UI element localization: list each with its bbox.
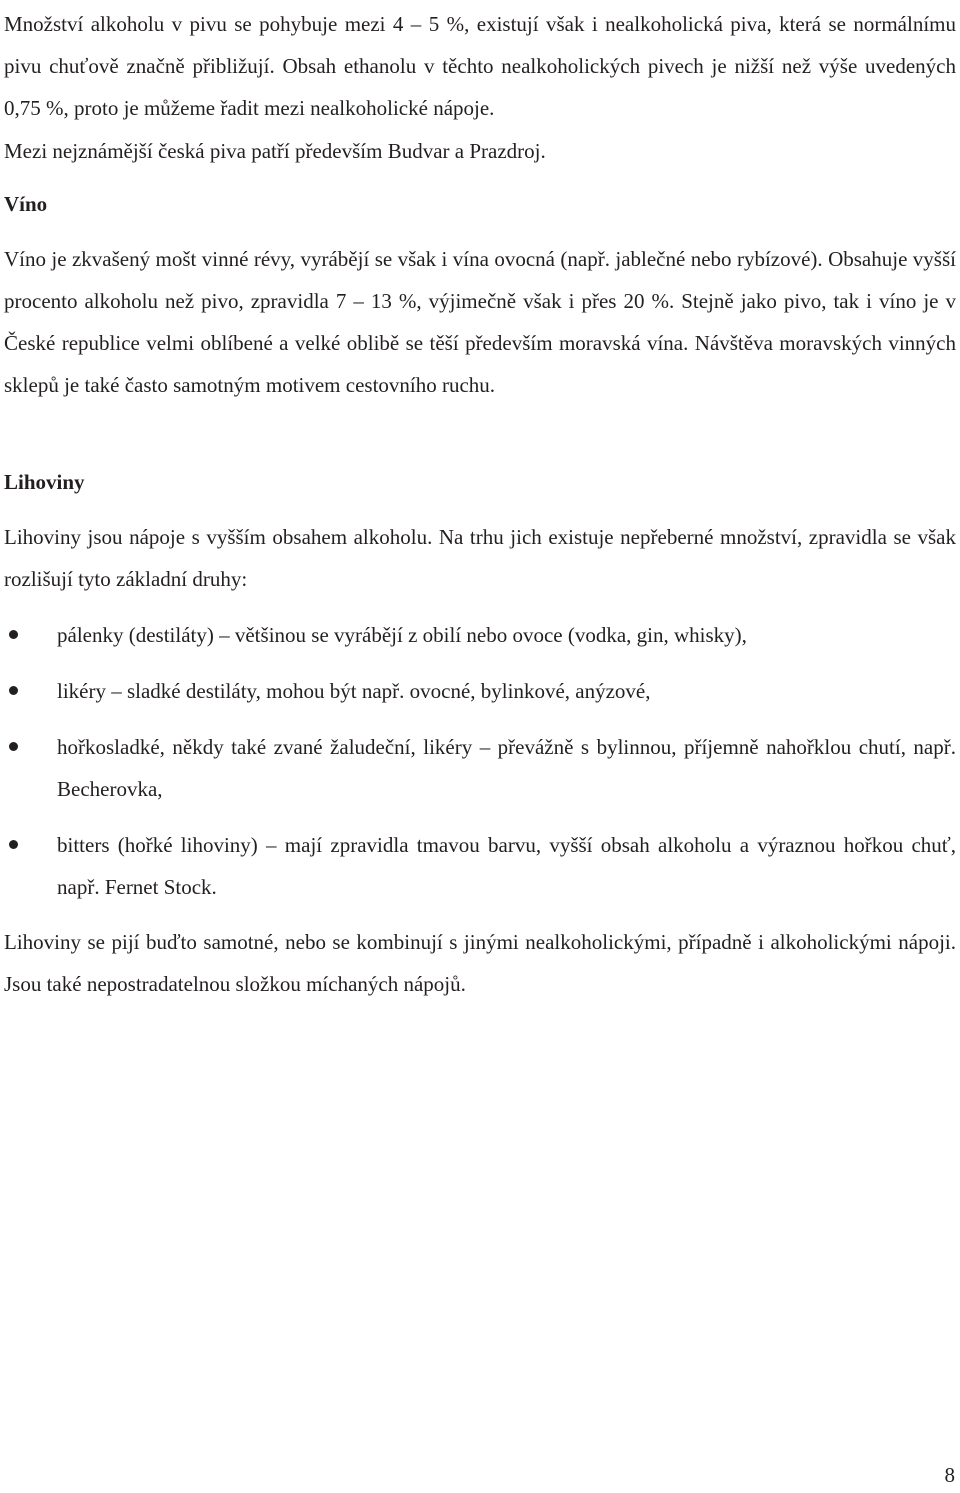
spirits-closing-paragraph: Lihoviny se pijí buďto samotné, nebo se kombinují s jinými nealkoholickými, případně i alkoholickými nápoji. Jsou také nepostradatelnou složkou míchaných nápojů.: [4, 930, 956, 996]
beer-brands-paragraph: Mezi nejznámější česká piva patří především Budvar a Prazdroj.: [4, 139, 546, 163]
bullet-icon: [9, 840, 18, 849]
list-item-text: pálenky (destiláty) – většinou se vyrábějí z obilí nebo ovoce (vodka, gin, whisky),: [57, 623, 747, 647]
wine-paragraph: Víno je zkvašený mošt vinné révy, vyrábějí se však i vína ovocná (např. jablečné nebo rybízové). Obsahuje vyšší procento alkoholu než pivo, zpravidla 7 – 13 %, výjimečně však i přes 20 %. Stejně jako pivo, tak i víno je v České republice velmi oblíbené a velké oblibě se těší především moravská vína. Návštěva moravských vinných sklepů je také často samotným motivem cestovního ruchu.: [4, 247, 956, 397]
spirits-types-list: [4, 614, 956, 908]
bullet-icon: [9, 630, 18, 639]
list-item: [4, 670, 956, 712]
list-item-text: hořkosladké, někdy také zvané žaludeční, likéry – převážně s bylinnou, příjemně nahořklou chutí, např. Becherovka,: [57, 735, 956, 801]
spirits-paragraph: Lihoviny jsou nápoje s vyšším obsahem alkoholu. Na trhu jich existuje nepřeberné množství, zpravidla se však rozlišují tyto základní druhy:: [4, 525, 956, 591]
list-item: [4, 726, 956, 810]
bullet-icon: [9, 686, 18, 695]
bullet-icon: [9, 742, 18, 751]
wine-heading: Víno: [4, 192, 48, 216]
list-item-text: bitters (hořké lihoviny) – mají zpravidla tmavou barvu, vyšší obsah alkoholu a výraznou hořkou chuť, např. Fernet Stock.: [57, 833, 956, 899]
page-number: 8: [944, 1463, 955, 1487]
intro-paragraph: Množství alkoholu v pivu se pohybuje mezi 4 – 5 %, existují však i nealkoholická piva, která se normálnímu pivu chuťově značně přibližují. Obsah ethanolu v těchto nealkoholických pivech je nižší než výše uvedených 0,75 %, proto je můžeme řadit mezi nealkoholické nápoje.: [4, 12, 956, 120]
list-item-text: likéry – sladké destiláty, mohou být např. ovocné, bylinkové, anýzové,: [57, 679, 651, 703]
spirits-heading: Lihoviny: [4, 470, 85, 494]
list-item: [4, 824, 956, 908]
list-item: [4, 614, 956, 656]
